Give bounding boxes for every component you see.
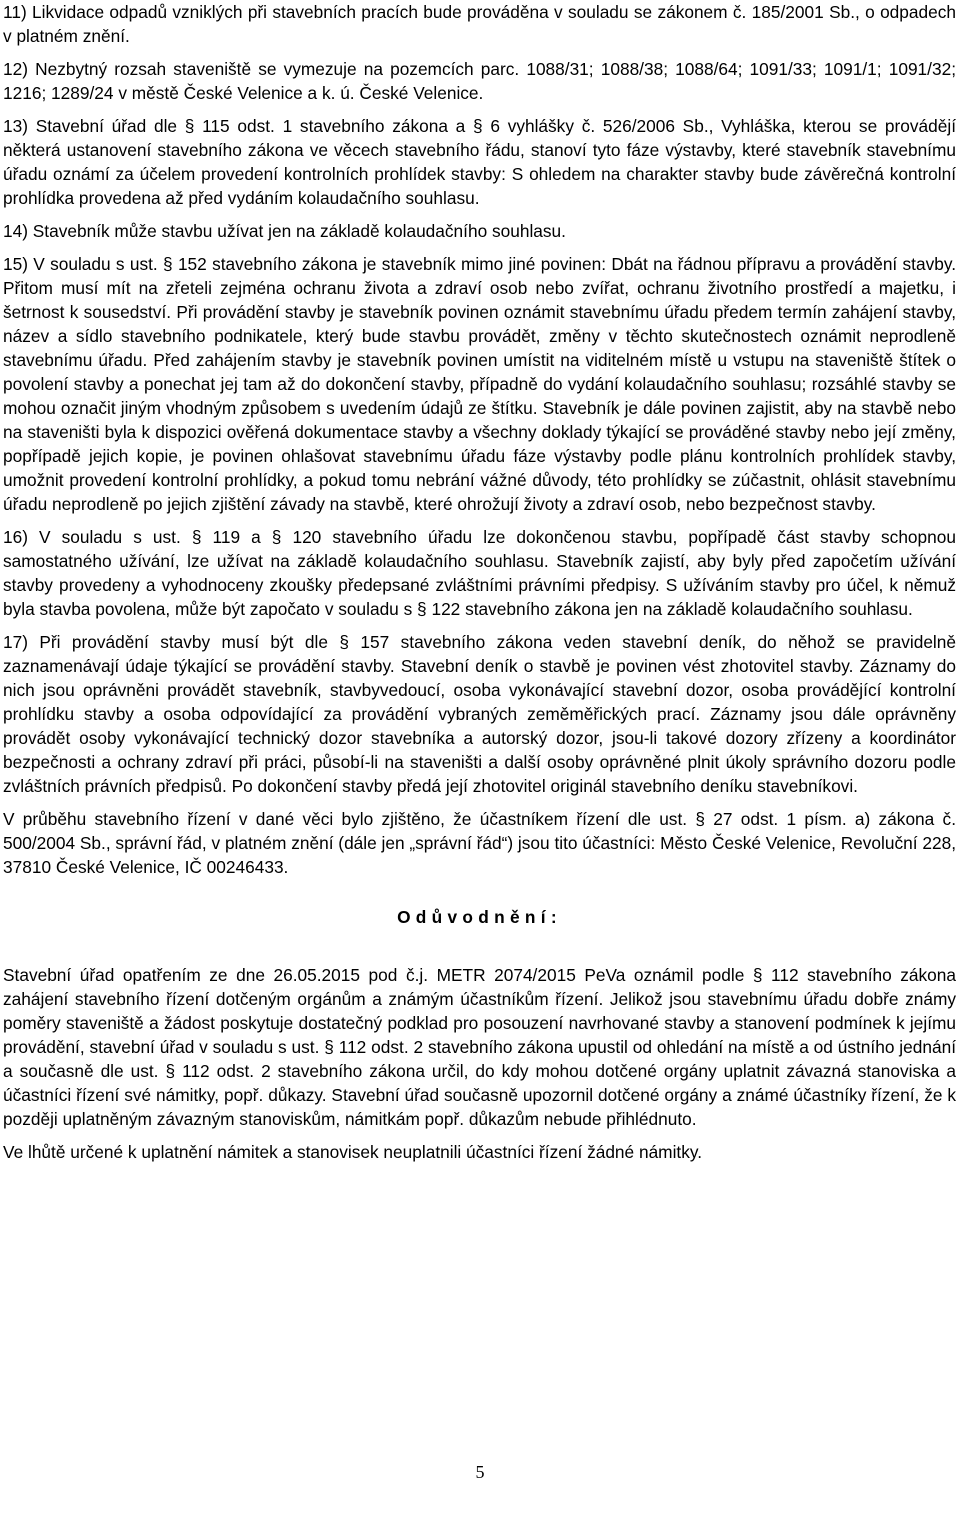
paragraph-reasoning: Stavební úřad opatřením ze dne 26.05.2015 pod č.j. METR 2074/2015 PeVa oznámil podle § 112 stavebního zákona zahájení stavebního řízení dotčeným orgánům a známým účastníkům řízení. Jelikož jsou stavebnímu úřadu dobře známy poměry staveniště a žádost poskytuje dostatečný podklad pro posouzení navrhované stavby a stanovení podmínek k jejímu provádění, stavební úřad v souladu s ust. § 112 odst. 2 stavebního zákona upustil od ohledání na místě a od ústního jednání a současně dle ust. § 112 odst. 2 stavebního zákona určil, do kdy mohou dotčené orgány uplatnit závazná stanoviska a účastníci řízení své námitky, popř. důkazy. Stavební úřad současně upozornil dotčené orgány a známé účastníky řízení, že k později uplatněným závazným stanoviskům, námitkám popř. důkazům nebude přihlédnuto. [3, 965, 956, 1129]
conditions-section [3, 0, 956, 879]
paragraph-condition-11: 11) Likvidace odpadů vzniklých při stavebních pracích bude prováděna v souladu se zákonem č. 185/2001 Sb., o odpadech v platném znění. [3, 2, 956, 46]
reasoning-section [3, 963, 956, 1164]
paragraph-condition-15: 15) V souladu s ust. § 152 stavebního zákona je stavebník mimo jiné povinen: Dbát na řádnou přípravu a provádění stavby. Přitom musí mít na zřeteli zejména ochranu života a zdraví osob nebo zvířat, ochranu životního prostředí a majetku, i šetrnost k sousedství. Při provádění stavby je stavebník povinen oznámit stavebnímu úřadu předem termín zahájení stavby, název a sídlo stavebního podnikatele, který bude stavbu provádět, změny v těchto skutečnostech oznámit neprodleně stavebnímu úřadu. Před zahájením stavby je stavebník povinen umístit na viditelném místě u vstupu na staveniště štítek o povolení stavby a ponechat jej tam až do dokončení stavby, případně do vydání kolaudačního souhlasu; rozsáhlé stavby se mohou označit jiným vhodným způsobem s uvedením údajů ze štítku. Stavebník je dále povinen zajistit, aby na stavbě nebo na staveništi byla k dispozici ověřená dokumentace stavby a všechny doklady týkající se prováděné stavby nebo její změny, popřípadě jejich kopie, je povinen ohlašovat stavebnímu úřadu fáze výstavby podle plánu kontrolních prohlídek stavby, umožnit provedení kontrolní prohlídky, a pokud tomu nebrání vážné důvody, této prohlídky se zúčastnit, ohlásit stavebnímu úřadu neprodleně po jejich zjištění závady na stavbě, které ohrožují životy a zdraví osob, nebo bezpečnost stavby. [3, 254, 956, 514]
paragraph-condition-17: 17) Při provádění stavby musí být dle § 157 stavebního zákona veden stavební deník, do něhož se pravidelně zaznamenávají údaje týkající se provádění stavby. Stavební deník o stavbě je povinen vést zhotovitel stavby. Záznamy do nich jsou oprávněni provádět stavebník, stavbyvedoucí, osoba vykonávající stavební dozor, osoba provádějící kontrolní prohlídku stavby a osoba odpovídající za provádění vybraných zeměměřických prací. Záznamy jsou dále oprávněny provádět osoby vykonávající technický dozor stavebníka a autorský dozor, jsou-li takové dozory zřízeny a koordinátor bezpečnosti a ochrany zdraví při práci, působí-li na staveništi a další osoby oprávněné plnit úkoly správního dozoru podle zvláštních právních předpisů. Po dokončení stavby předá její zhotovitel originál stavebního deníku stavebníkovi. [3, 632, 956, 796]
paragraph-condition-16: 16) V souladu s ust. § 119 a § 120 stavebního úřadu lze dokončenou stavbu, popřípadě část stavby schopnou samostatného užívání, lze užívat na základě kolaudačního souhlasu. Stavebník zajistí, aby byly před započetím užívání stavby provedeny a vyhodnoceny zkoušky předepsané zvláštními právními předpisy. S užíváním stavby pro účel, k němuž byla stavba povolena, může být započato v souladu s § 122 stavebního zákona jen na základě kolaudačního souhlasu. [3, 527, 956, 619]
paragraph-condition-12: 12) Nezbytný rozsah staveniště se vymezuje na pozemcích parc. 1088/31; 1088/38; 1088/64; 1091/33; 1091/1; 1091/32; 1216; 1289/24 v městě České Velenice a k. ú. České Velenice. [3, 59, 956, 103]
paragraph-no-objections: Ve lhůtě určené k uplatnění námitek a stanovisek neuplatnili účastníci řízení žádné námitky. [3, 1142, 703, 1162]
page-number: 5 [475, 1462, 485, 1482]
paragraph-condition-14: 14) Stavebník může stavbu užívat jen na základě kolaudačního souhlasu. [3, 221, 566, 241]
paragraph-participants: V průběhu stavebního řízení v dané věci bylo zjištěno, že účastníkem řízení dle ust. § 27 odst. 1 písm. a) zákona č. 500/2004 Sb., správní řád, v platném znění (dále jen „správní řád“) jsou tito účastníci: Město České Velenice, Revoluční 228, 37810 České Velenice, IČ 00246433. [3, 809, 956, 877]
paragraph-condition-13: 13) Stavební úřad dle § 115 odst. 1 stavebního zákona a § 6 vyhlášky č. 526/2006 Sb., Vyhláška, kterou se provádějí některá ustanovení stavebního zákona ve věcech stavebního řádu, stanoví tyto fáze výstavby, které stavebník stavebnímu úřadu oznámí za účelem provedení kontrolních prohlídek stavby: S ohledem na charakter stavby bude závěrečná kontrolní prohlídka provedena až před vydáním kolaudačního souhlasu. [3, 116, 956, 208]
section-heading-oduvodneni: Odůvodnění: [397, 907, 562, 927]
